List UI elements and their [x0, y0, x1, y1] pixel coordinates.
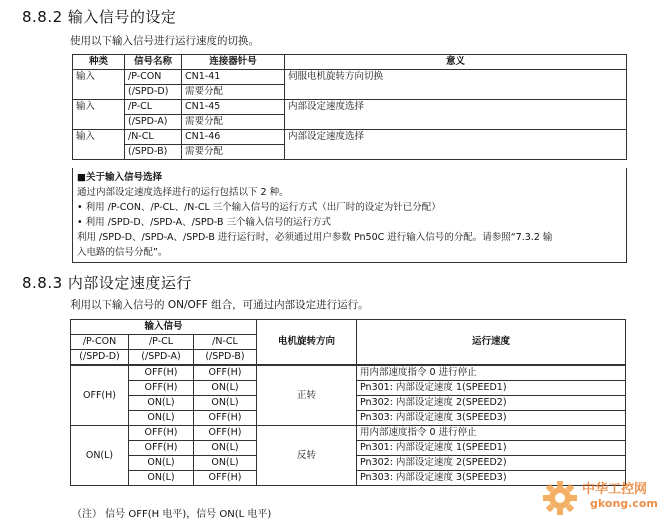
cell-ncl: ON(L) — [194, 396, 257, 411]
table-row — [73, 130, 627, 145]
cell-speed: Pn303: 内部设定速度 3(SPEED3) — [357, 471, 626, 486]
cell-ncl: OFF(H) — [194, 471, 257, 486]
cell-speed: Pn301: 内部设定速度 1(SPEED1) — [357, 441, 626, 456]
watermark-url: gkong.com — [590, 497, 658, 510]
cell-pcl: OFF(H) — [129, 381, 194, 396]
cell-pcl: OFF(H) — [129, 426, 194, 441]
cell-ncl: OFF(H) — [194, 411, 257, 426]
cell-pin: CN1-45 — [182, 100, 285, 115]
header-speed: 运行速度 — [357, 320, 626, 366]
cell-pcl: ON(L) — [129, 396, 194, 411]
input-signal-table — [72, 54, 627, 160]
header-spd-a: (/SPD-A) — [129, 350, 194, 366]
header-spd-b: (/SPD-B) — [194, 350, 257, 366]
internal-speed-table — [70, 319, 626, 486]
cell-kind: 输入 — [73, 130, 125, 160]
cell-direction: 正转 — [257, 365, 357, 426]
group-header-input: 输入信号 — [71, 320, 257, 335]
cell-signal-alt: (/SPD-A) — [125, 115, 182, 130]
cell-meaning: 内部设定速度选择 — [285, 130, 627, 160]
col-header-meaning: 意义 — [285, 55, 627, 70]
header-direction: 电机旋转方向 — [257, 320, 357, 366]
table-row — [71, 426, 626, 441]
cell-speed: 用内部速度指令 0 进行停止 — [357, 426, 626, 441]
watermark-logo — [540, 470, 668, 524]
cell-kind: 输入 — [73, 100, 125, 130]
gear-icon — [540, 478, 580, 518]
cell-speed: 用内部速度指令 0 进行停止 — [357, 365, 626, 381]
input-selection-note — [72, 168, 627, 263]
header-pcl: /P-CL — [129, 335, 194, 350]
cell-ncl: ON(L) — [194, 456, 257, 471]
cell-speed: Pn302: 内部设定速度 2(SPEED2) — [357, 396, 626, 411]
cell-pcon: OFF(H) — [71, 365, 129, 426]
cell-signal: /P-CON — [125, 70, 182, 85]
table-row — [73, 70, 627, 85]
col-header-signal: 信号名称 — [125, 55, 182, 70]
cell-ncl: ON(L) — [194, 381, 257, 396]
cell-pcl: OFF(H) — [129, 441, 194, 456]
cell-signal-alt: (/SPD-D) — [125, 85, 182, 100]
header-ncl: /N-CL — [194, 335, 257, 350]
cell-speed: Pn303: 内部设定速度 3(SPEED3) — [357, 411, 626, 426]
col-header-pin: 连接器针号 — [182, 55, 285, 70]
table-row — [71, 365, 626, 381]
cell-ncl: OFF(H) — [194, 426, 257, 441]
note-title: ■关于输入信号选择 — [77, 172, 162, 183]
cell-assign: 需要分配 — [182, 145, 285, 160]
cell-assign: 需要分配 — [182, 115, 285, 130]
watermark-text: 中华工控网 — [582, 482, 648, 497]
cell-pcon: ON(L) — [71, 426, 129, 486]
note-line: • 利用 /P-CON、/P-CL、/N-CL 三个输入信号的运行方式（出厂时的设定为针已分配） — [77, 202, 441, 213]
cell-pin: CN1-41 — [182, 70, 285, 85]
cell-pcl: OFF(H) — [129, 365, 194, 381]
cell-signal-alt: (/SPD-B) — [125, 145, 182, 160]
header-pcon: /P-CON — [71, 335, 129, 350]
cell-speed: Pn302: 内部设定速度 2(SPEED2) — [357, 456, 626, 471]
col-header-kind: 种类 — [73, 55, 125, 70]
note-line: 通过内部设定速度选择进行的运行包括以下 2 种。 — [77, 187, 289, 198]
cell-assign: 需要分配 — [182, 85, 285, 100]
section-intro: 使用以下输入信号进行运行速度的切换。 — [70, 35, 259, 47]
section-heading-internal-speed: 8.8.3 内部设定速度运行 — [22, 274, 192, 292]
footnote: （注） 信号 OFF(H 电平)，信号 ON(L 电平) — [72, 509, 272, 520]
note-line: • 利用 /SPD-D、/SPD-A、/SPD-B 三个输入信号的运行方式 — [77, 217, 332, 228]
header-spd-d: (/SPD-D) — [71, 350, 129, 366]
cell-signal: /P-CL — [125, 100, 182, 115]
cell-kind: 输入 — [73, 70, 125, 100]
table-row — [73, 100, 627, 115]
cell-pin: CN1-46 — [182, 130, 285, 145]
cell-direction: 反转 — [257, 426, 357, 486]
cell-ncl: ON(L) — [194, 441, 257, 456]
cell-ncl: OFF(H) — [194, 365, 257, 381]
cell-pcl: ON(L) — [129, 411, 194, 426]
cell-meaning: 伺服电机旋转方向切换 — [285, 70, 627, 100]
cell-meaning: 内部设定速度选择 — [285, 100, 627, 130]
cell-pcl: ON(L) — [129, 456, 194, 471]
note-line: 利用 /SPD-D、/SPD-A、/SPD-B 进行运行时，必须通过用户参数 Pn50C 进行输入信号的分配。请参照“7.3.2 输 — [77, 232, 553, 243]
cell-signal: /N-CL — [125, 130, 182, 145]
cell-speed: Pn301: 内部设定速度 1(SPEED1) — [357, 381, 626, 396]
note-line: 入电路的信号分配”。 — [77, 247, 168, 258]
section-heading-input-signal: 8.8.2 输入信号的设定 — [22, 8, 177, 26]
section-intro-2: 利用以下输入信号的 ON/OFF 组合，可通过内部设定进行运行。 — [70, 299, 369, 311]
cell-pcl: ON(L) — [129, 471, 194, 486]
